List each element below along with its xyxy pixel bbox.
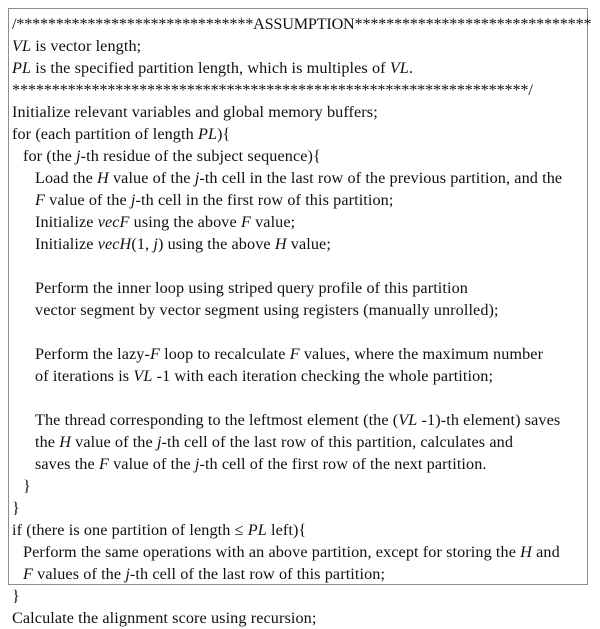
line-init-vech: Initialize vecH(1, j) using the above H value; — [35, 235, 331, 253]
line-blank-1 — [9, 255, 587, 277]
pseudocode-listing — [9, 9, 592, 629]
line-thread-1: The thread corresponding to the leftmost element (the (VL -1)-th element) saves — [35, 411, 561, 429]
line-if-remainder: if (there is one partition of length ≤ PL left){ — [12, 521, 307, 539]
line-blank-2 — [9, 321, 587, 343]
line-assume-pl: PL is the specified partition length, which is multiples of VL. — [12, 59, 414, 77]
line-init-vecf: Initialize vecF using the above F value; — [35, 213, 296, 231]
line-comment-open: /******************************ASSUMPTION****************************** — [12, 15, 592, 33]
line-blank-3 — [9, 387, 587, 409]
line-comment-close: *****************************************************************/ — [12, 81, 533, 99]
line-lazyf-1: Perform the lazy-F loop to recalculate F values, where the maximum number — [35, 345, 544, 363]
line-for-partition: for (each partition of length PL){ — [12, 125, 231, 143]
line-close-inner: } — [23, 477, 31, 495]
line-load-h-1: Load the H value of the j-th cell in the last row of the previous partition, and the — [35, 169, 563, 187]
line-init-globals: Initialize relevant variables and global memory buffers; — [12, 103, 378, 121]
line-inner-loop-1: Perform the inner loop using striped query profile of this partition — [35, 279, 468, 297]
line-for-residue: for (the j-th residue of the subject sequence){ — [23, 147, 321, 165]
line-inner-loop-2: vector segment by vector segment using registers (manually unrolled); — [35, 301, 499, 319]
line-close-if: } — [12, 587, 20, 605]
pseudocode-figure-frame — [8, 8, 592, 627]
line-thread-3: saves the F value of the j-th cell of the first row of the next partition. — [35, 455, 487, 473]
line-calc-score: Calculate the alignment score using recursion; — [12, 609, 317, 627]
line-load-h-2: F value of the j-th cell in the first row of this partition; — [35, 191, 394, 209]
line-close-outer: } — [12, 499, 20, 517]
line-assume-vl: VL is vector length; — [12, 37, 142, 55]
line-thread-2: the H value of the j-th cell of the last row of this partition, calculates and — [35, 433, 514, 451]
line-remainder-1: Perform the same operations with an above partition, except for storing the H and — [23, 543, 560, 561]
line-remainder-2: F values of the j-th cell of the last row of this partition; — [23, 565, 386, 583]
line-lazyf-2: of iterations is VL -1 with each iteration checking the whole partition; — [35, 367, 494, 385]
